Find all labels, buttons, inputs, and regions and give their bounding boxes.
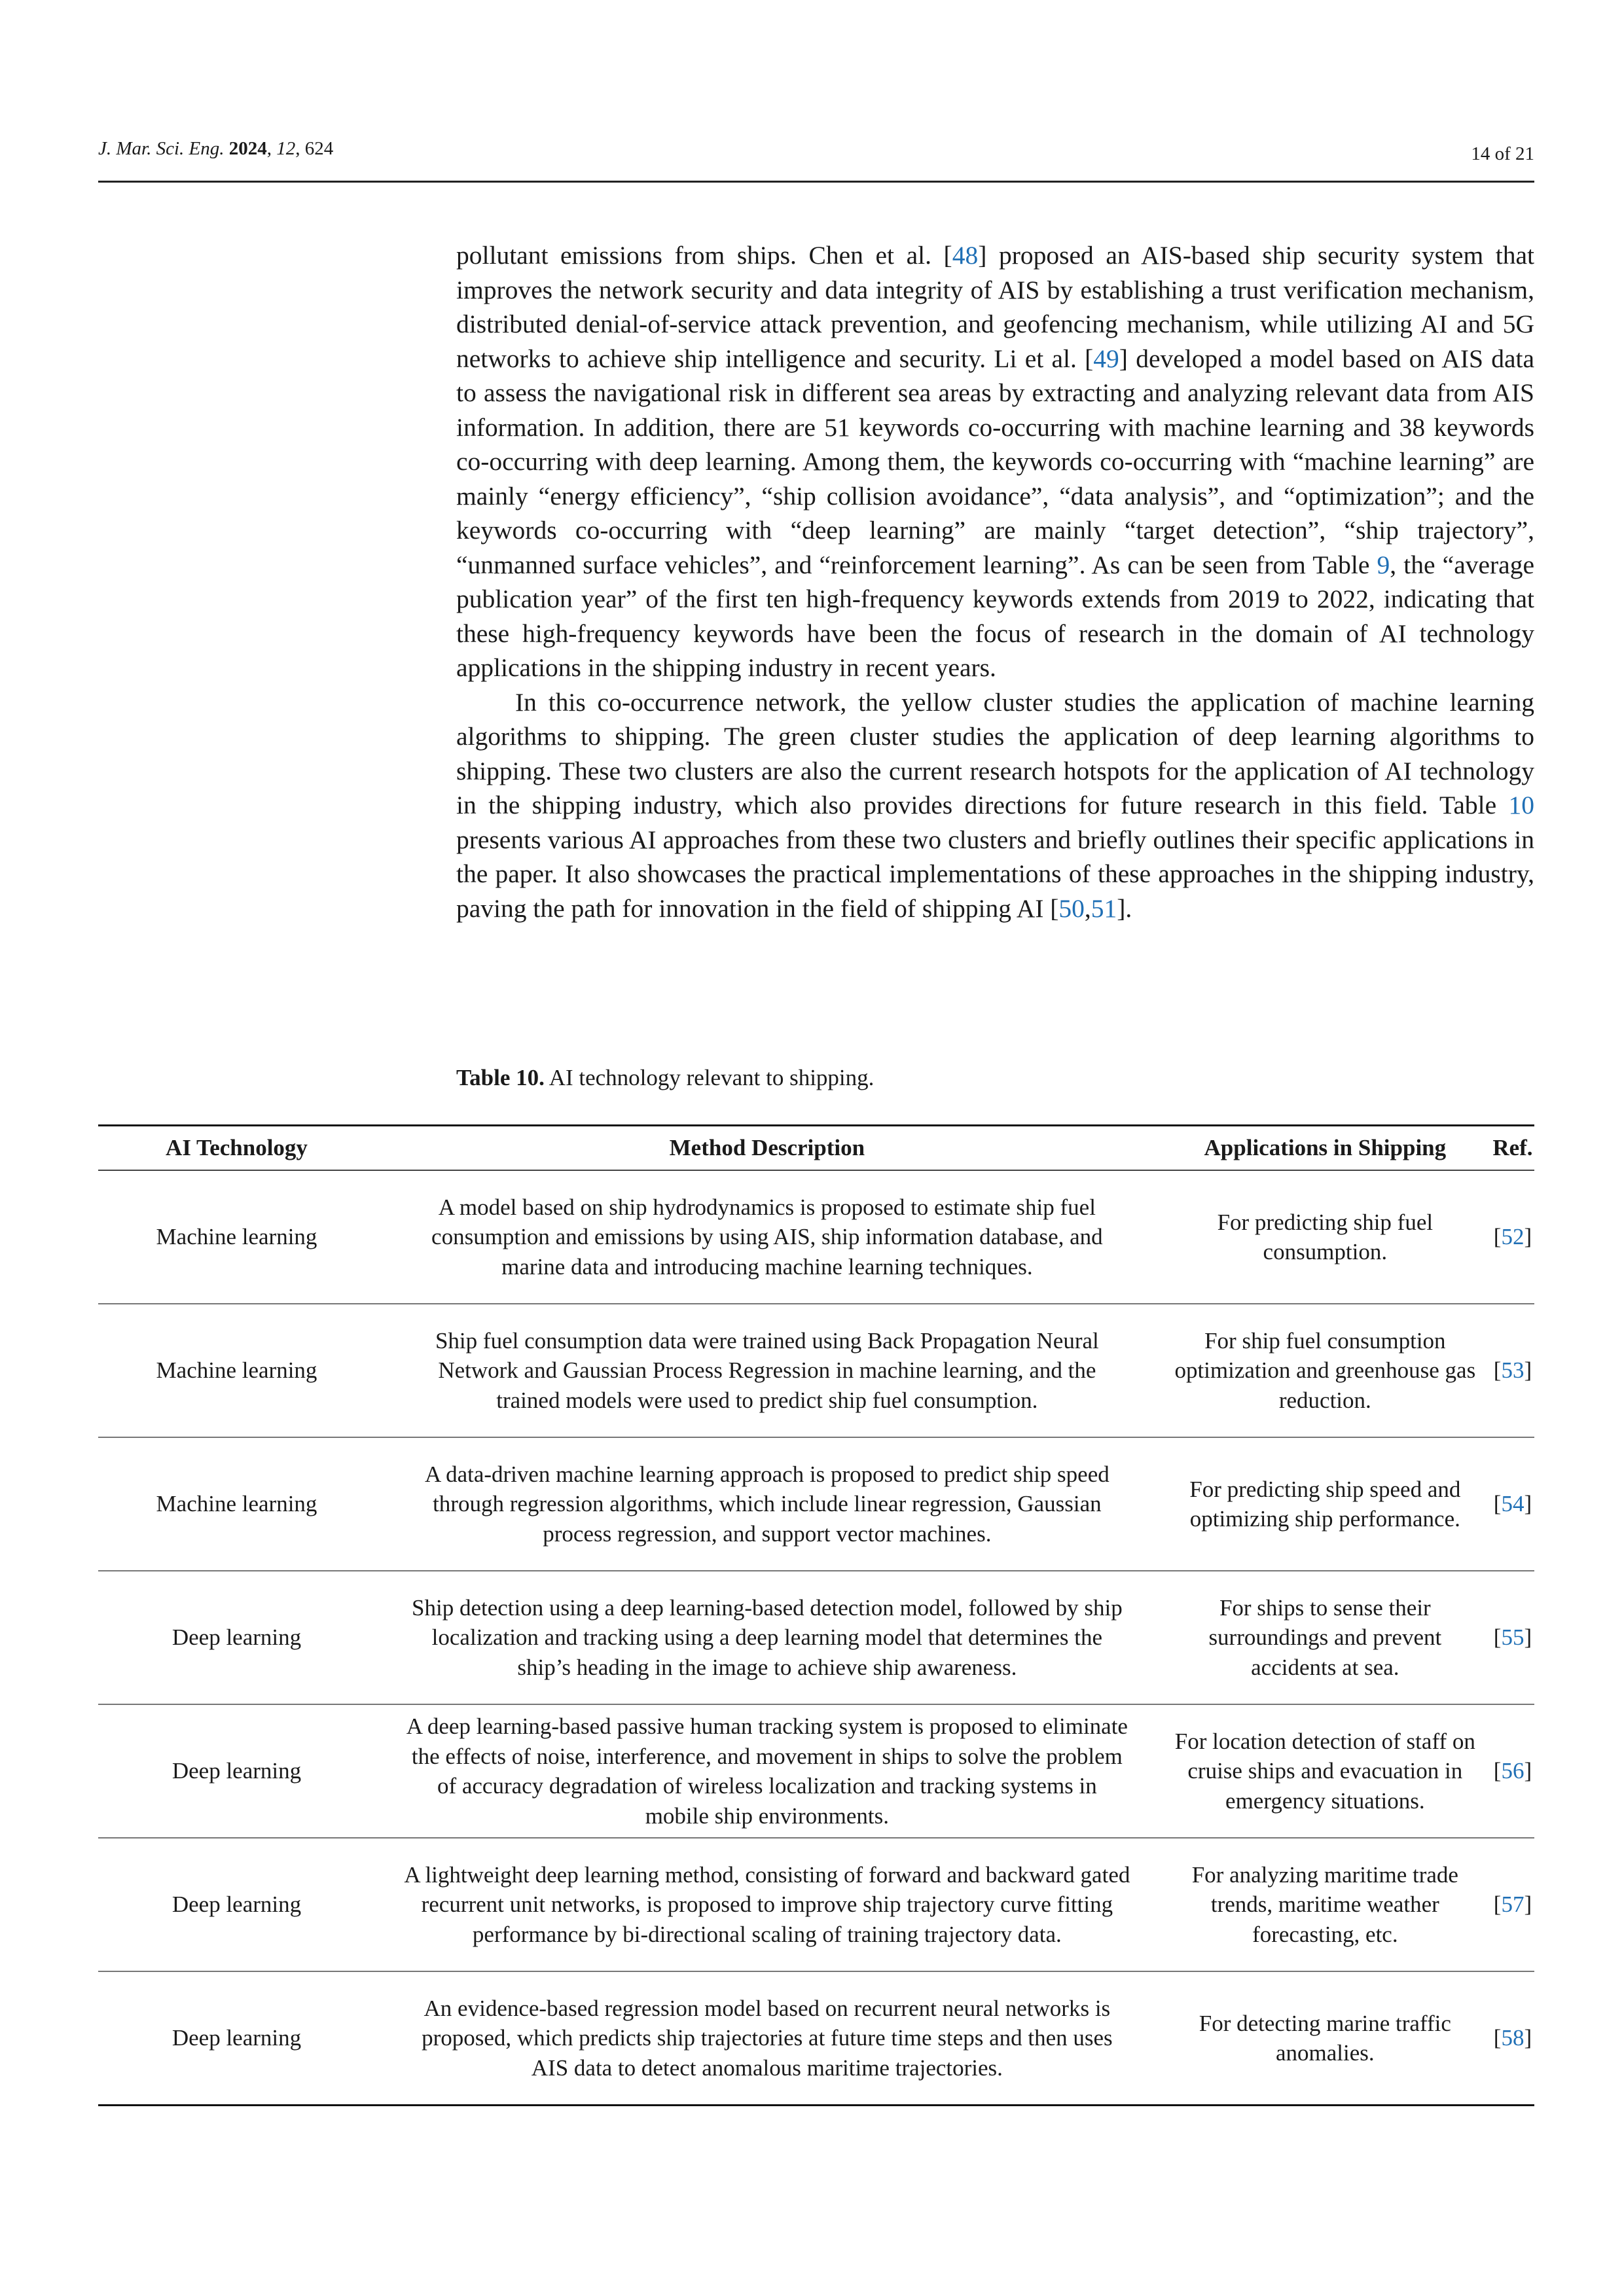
table-caption: [456, 1065, 874, 1091]
reference-link[interactable]: 52: [1501, 1224, 1525, 1250]
method-description-text: A lightweight deep learning method, consisting of forward and backward gated recurrent unit networks, is proposed to improve ship trajectory curve fitting performance by bi-directional scaling of training trajectory data.: [404, 1861, 1130, 1947]
bracket: ]: [1524, 1224, 1532, 1250]
applications-text: For predicting ship fuel consumption.: [1217, 1209, 1434, 1265]
table-row: [98, 1571, 1534, 1704]
table-body: [98, 1170, 1534, 2106]
method-description-text: An evidence-based regression model based on recurrent neural networks is proposed, which predicts ship trajectories at future time steps and then uses AIS data to detect anomalous maritime trajectories.: [422, 1995, 1113, 2081]
reference-link[interactable]: 55: [1501, 1624, 1525, 1651]
cell-ref: [1491, 1838, 1534, 1971]
applications-text: For analyzing maritime trade trends, maritime weather forecasting, etc.: [1191, 1861, 1458, 1947]
paragraph: [456, 685, 1534, 926]
reference-link[interactable]: 57: [1501, 1892, 1525, 1918]
table-row: [98, 1170, 1534, 1304]
bracket: [: [1493, 2025, 1502, 2051]
bracket: [: [1493, 1624, 1502, 1651]
journal-year: 2024: [228, 138, 267, 159]
cell-method-description: [375, 1304, 1159, 1437]
cell-applications: [1159, 1704, 1491, 1838]
body-text: [456, 238, 1534, 925]
applications-text: For ships to sense their surroundings and prevent accidents at sea.: [1208, 1594, 1442, 1680]
paragraph-text: ].: [1117, 893, 1132, 923]
cell-ref: [1491, 1304, 1534, 1437]
paragraph-text: ,: [1084, 893, 1091, 923]
paragraph-text: ] developed a model based on AIS data to assess the navigational risk in different sea areas by extracting and analyzing relevant data from AIS information. In addition, there are 51 keywords co-occurring with machine learning and 38 keywords co-occurring with deep learning. Among them, the keywords co-occurring with “machine learning” are mainly “energy efficiency”, “ship collision avoidance”, “data analysis”, and “optimization”; and the keywords co-occurring with “deep learning” are mainly “target detection”, “ship trajectory”, “unmanned surface vehicles”, and “reinforcement learning”. As can be seen from Table: [456, 344, 1534, 579]
reference-link[interactable]: 53: [1501, 1357, 1525, 1384]
bracket: ]: [1524, 1491, 1532, 1517]
method-description-text: Ship detection using a deep learning-based detection model, followed by ship localization and tracking using a deep learning model that determines the ship’s heading in the image to achieve ship awareness.: [412, 1594, 1123, 1680]
reference-link[interactable]: 58: [1501, 2025, 1525, 2051]
citation-link[interactable]: 49: [1093, 344, 1119, 373]
bracket: ]: [1524, 1758, 1532, 1784]
method-description-text: Ship fuel consumption data were trained using Back Propagation Neural Network and Gaussian Process Regression in machine learning, and the trained models were used to predict ship fuel consumption.: [435, 1327, 1099, 1413]
bracket: ]: [1524, 1624, 1532, 1651]
applications-text: For ship fuel consumption optimization and greenhouse gas reduction.: [1174, 1327, 1476, 1413]
cell-applications: [1159, 1571, 1491, 1704]
cell-method-description: [375, 1838, 1159, 1971]
header-divider: [98, 181, 1534, 183]
cell-ai-technology: Deep learning: [98, 1704, 375, 1838]
table-row: [98, 1971, 1534, 2106]
table-row: [98, 1304, 1534, 1437]
page-header: [98, 134, 1534, 171]
applications-text: For predicting ship speed and optimizing ship performance.: [1189, 1476, 1461, 1532]
method-description-text: A deep learning-based passive human tracking system is proposed to eliminate the effects of noise, interference, and movement in ships to solve the problem of accuracy degradation of wireless localization and tracking systems in mobile ship environments.: [406, 1713, 1128, 1829]
table-row: [98, 1704, 1534, 1838]
journal-name: J. Mar. Sci. Eng.: [98, 138, 225, 159]
table-header-row: [98, 1126, 1534, 1171]
paragraph-text: , the “average publication year” of the first ten high-frequency keywords extends from 2019 to 2022, indicating that these high-frequency keywords have been the focus of research in the domain of AI technology applications in the shipping industry in recent years.: [456, 550, 1534, 682]
reference-link[interactable]: 54: [1501, 1491, 1525, 1517]
applications-text: For detecting marine traffic anomalies.: [1199, 2010, 1451, 2066]
paragraph-text: In this co-occurrence network, the yellow cluster studies the application of machine learning algorithms to shipping. The green cluster studies the application of deep learning algorithms to shipping. These two clusters are also the current research hotspots for the application of AI technology in the shipping industry, which also provides directions for future research in this field. Table: [456, 687, 1534, 819]
citation-link[interactable]: 9: [1377, 550, 1390, 579]
bracket: [: [1493, 1357, 1502, 1384]
table-caption-label: Table 10.: [456, 1065, 545, 1090]
column-header-ai-technology: AI Technology: [98, 1126, 375, 1171]
cell-ai-technology: Deep learning: [98, 1838, 375, 1971]
journal-citation: J. Mar. Sci. Eng. 2024, 12, 624: [98, 138, 334, 159]
bracket: [: [1493, 1758, 1502, 1784]
bracket: ]: [1524, 1357, 1532, 1384]
cell-ref: [1491, 1971, 1534, 2106]
cell-ai-technology: Deep learning: [98, 1971, 375, 2106]
citation-link[interactable]: 50: [1058, 893, 1085, 923]
bracket: ]: [1524, 2025, 1532, 2051]
paragraph-text: ] proposed an AIS-based ship security system that improves the network security and data integrity of AIS by establishing a trust verification mechanism, distributed denial-of-service attack prevention, and geofencing mechanism, while utilizing AI and 5G networks to achieve ship intelligence and security. Li et al. [: [456, 241, 1534, 373]
citation-link[interactable]: 10: [1508, 791, 1534, 819]
method-description-text: A model based on ship hydrodynamics is proposed to estimate ship fuel consumption and emissions by using AIS, ship information database, and marine data and introducing machine learning techniques.: [431, 1194, 1103, 1280]
cell-applications: [1159, 1437, 1491, 1571]
paragraph: [456, 238, 1534, 685]
cell-method-description: [375, 1571, 1159, 1704]
applications-text: For location detection of staff on cruise ships and evacuation in emergency situations.: [1174, 1728, 1475, 1814]
method-description-text: A data-driven machine learning approach is proposed to predict ship speed through regression algorithms, which include linear regression, Gaussian process regression, and support vector machines.: [424, 1461, 1110, 1547]
cell-ref: [1491, 1437, 1534, 1571]
cell-applications: [1159, 1170, 1491, 1304]
table-row: [98, 1838, 1534, 1971]
column-header-method-description: Method Description: [375, 1126, 1159, 1171]
cell-ref: [1491, 1704, 1534, 1838]
cell-method-description: [375, 1971, 1159, 2106]
journal-volume: 12: [276, 138, 296, 159]
citation-link[interactable]: 48: [952, 241, 979, 270]
cell-method-description: [375, 1170, 1159, 1304]
page-number: 14 of 21: [1471, 143, 1534, 164]
cell-ref: [1491, 1170, 1534, 1304]
column-header-ref: Ref.: [1491, 1126, 1534, 1171]
paragraph-text: presents various AI approaches from these two clusters and briefly outlines their specific applications in the paper. It also showcases the practical implementations of these approaches in the shipping industry, paving the path for innovation in the field of shipping AI [: [456, 825, 1534, 923]
bracket: [: [1493, 1491, 1502, 1517]
cell-ai-technology: Deep learning: [98, 1571, 375, 1704]
cell-ai-technology: Machine learning: [98, 1304, 375, 1437]
cell-applications: [1159, 1304, 1491, 1437]
cell-ai-technology: Machine learning: [98, 1170, 375, 1304]
cell-applications: [1159, 1971, 1491, 2106]
cell-method-description: [375, 1437, 1159, 1571]
column-header-applications: Applications in Shipping: [1159, 1126, 1491, 1171]
ai-technology-table: [98, 1124, 1534, 2106]
cell-ai-technology: Machine learning: [98, 1437, 375, 1571]
cell-ref: [1491, 1571, 1534, 1704]
article-number: 624: [304, 138, 334, 159]
cell-applications: [1159, 1838, 1491, 1971]
bracket: ]: [1524, 1892, 1532, 1918]
table-row: [98, 1437, 1534, 1571]
paragraph-text: pollutant emissions from ships. Chen et al. [: [456, 241, 952, 270]
citation-link[interactable]: 51: [1091, 893, 1117, 923]
reference-link[interactable]: 56: [1501, 1758, 1525, 1784]
cell-method-description: [375, 1704, 1159, 1838]
bracket: [: [1493, 1892, 1502, 1918]
table-caption-text: AI technology relevant to shipping.: [549, 1065, 875, 1090]
bracket: [: [1493, 1224, 1502, 1250]
